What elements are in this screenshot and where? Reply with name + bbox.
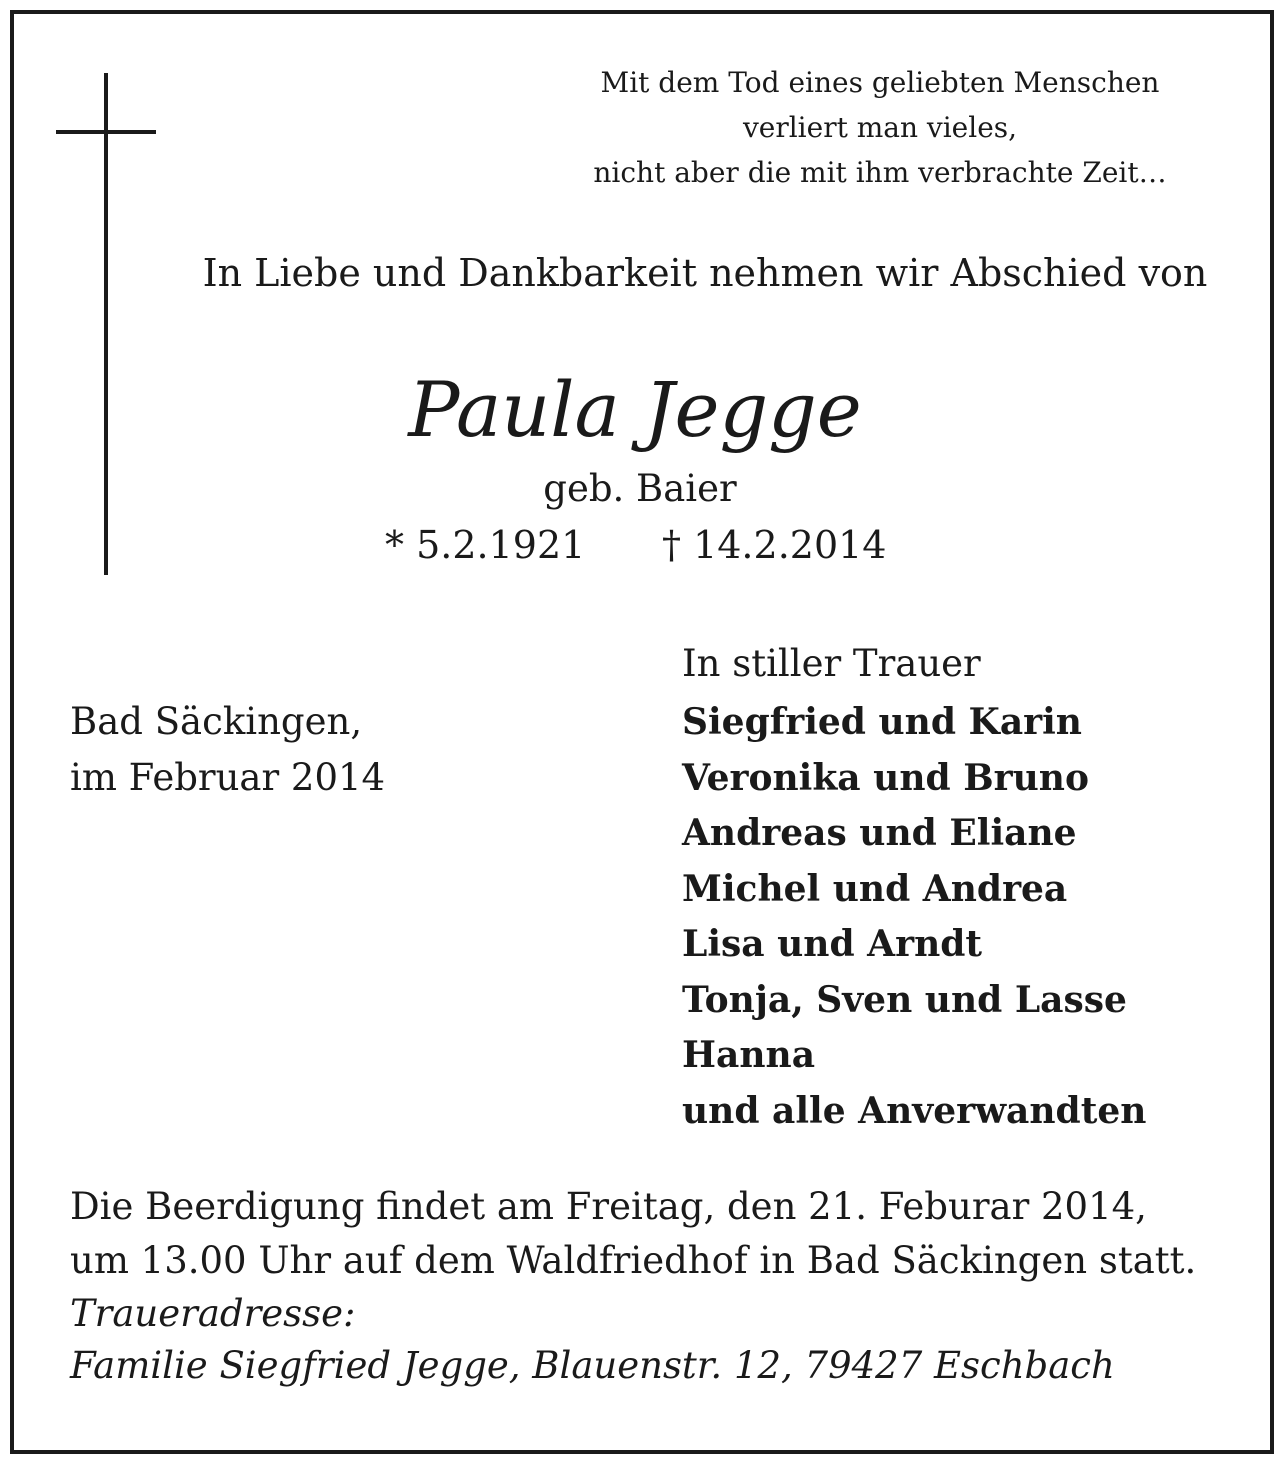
quote-line: verliert man vieles, [742, 111, 1018, 144]
funeral-line: um 13.00 Uhr auf dem Waldfriedhof in Bad Säckingen statt. [70, 1239, 1197, 1282]
address-value: Familie Siegfried Jegge, Blauenstr. 12, 79427 Eschbach [70, 1344, 1115, 1387]
mourner-entry: Lisa und Arndt [682, 923, 983, 965]
memorial-quote [560, 60, 1200, 195]
date-line: im Februar 2014 [70, 756, 386, 799]
mourner-entry: Siegfried und Karin [682, 701, 1082, 743]
cross-vertical-bar [104, 73, 108, 575]
cross-horizontal-bar [56, 130, 156, 134]
mourner-entry: Michel und Andrea [682, 867, 1068, 910]
mourners-label: In stiller Trauer [682, 642, 981, 685]
mourners-list [682, 695, 1146, 1139]
mourner-entry: Hanna [682, 1034, 816, 1076]
mourner-entry: Tonja, Sven und Lasse [682, 978, 1127, 1021]
address-label: Traueradresse: [70, 1292, 356, 1335]
funeral-info [70, 1180, 1196, 1288]
deceased-name: Paula Jegge [408, 365, 862, 454]
birth-date: * 5.2.1921 [385, 523, 586, 567]
place-line: Bad Säckingen, [70, 700, 363, 743]
mourner-entry: Andreas und Eliane [682, 812, 1077, 854]
farewell-intro: In Liebe und Dankbarkeit nehmen wir Abschied von [202, 251, 1208, 295]
place-and-date [70, 694, 385, 806]
quote-line: Mit dem Tod eines geliebten Menschen [600, 66, 1160, 99]
mourner-entry: und alle Anverwandten [682, 1089, 1147, 1132]
mourning-address [70, 1288, 1115, 1392]
maiden-name: geb. Baier [543, 467, 737, 510]
death-date: † 14.2.2014 [662, 523, 887, 567]
mourner-entry: Veronika und Bruno [682, 756, 1089, 799]
quote-line: nicht aber die mit ihm verbrachte Zeit… [593, 156, 1167, 189]
funeral-line: Die Beerdigung findet am Freitag, den 21. Feburar 2014, [70, 1185, 1147, 1228]
